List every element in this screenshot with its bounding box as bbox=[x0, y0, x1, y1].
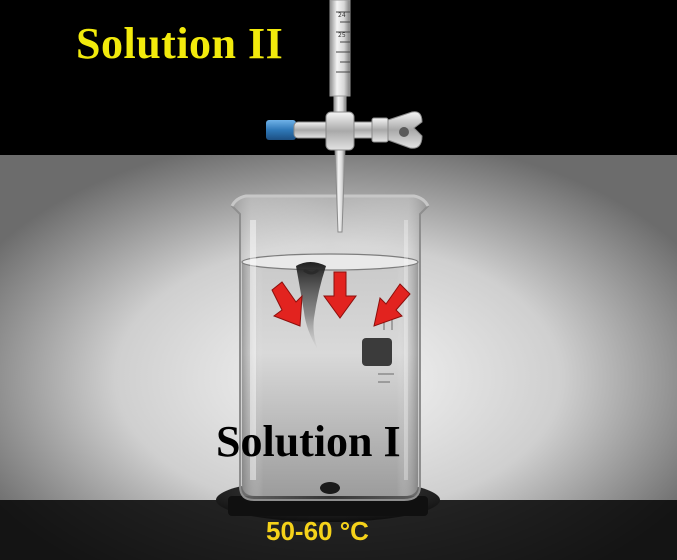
beaker-graduation-patch bbox=[362, 338, 392, 366]
solution-two-label: Solution II bbox=[76, 19, 284, 68]
liquid-surface bbox=[242, 254, 418, 270]
solution-one-label: Solution I bbox=[216, 417, 401, 466]
burette-mark-24: 24 bbox=[338, 12, 346, 19]
burette-mark-25: 25 bbox=[338, 32, 346, 39]
temperature-label: 50-60 °C bbox=[266, 516, 369, 546]
stir-bar bbox=[320, 482, 340, 494]
stopcock-blue-cap bbox=[266, 120, 296, 140]
